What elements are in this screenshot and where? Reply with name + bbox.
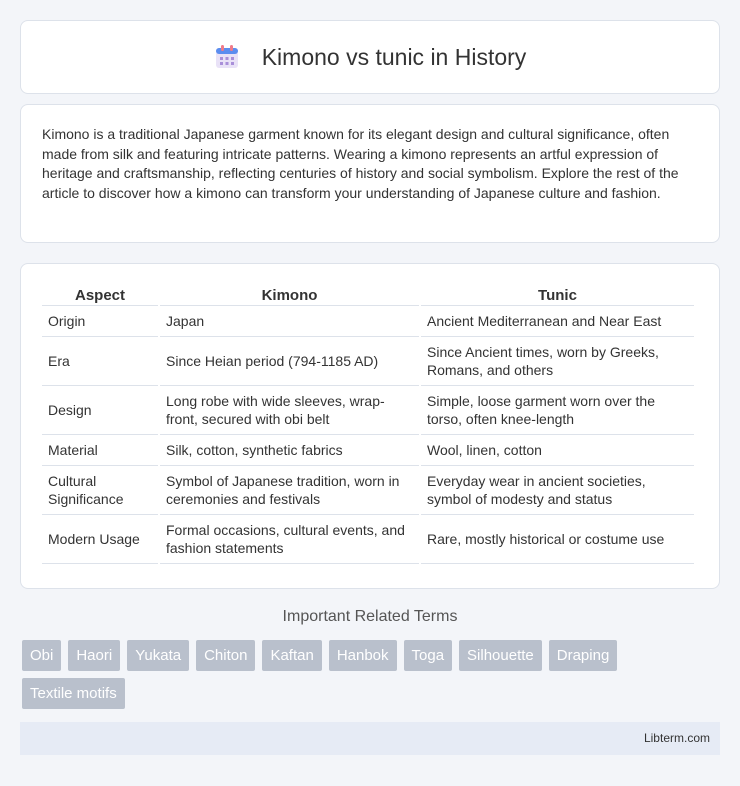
term-tag[interactable]: Obi (22, 640, 61, 671)
table-row (42, 386, 694, 435)
term-tag[interactable]: Yukata (127, 640, 189, 671)
header-aspect: Aspect (42, 284, 158, 306)
footer-site-link[interactable]: Libterm.com (643, 731, 710, 745)
table-cell: Material (42, 435, 158, 466)
table-cell: Since Heian period (794-1185 AD) (160, 337, 419, 386)
table-cell: Formal occasions, cultural events, and fashion statements (160, 515, 419, 564)
term-tag[interactable]: Kaftan (262, 640, 321, 671)
table-cell: Origin (42, 306, 158, 337)
table-row (42, 515, 694, 564)
table-cell: Era (42, 337, 158, 386)
table-cell: Cultural Significance (42, 466, 158, 515)
table-cell: Symbol of Japanese tradition, worn in ceremonies and festivals (160, 466, 419, 515)
term-tag[interactable]: Chiton (196, 640, 255, 671)
table-row (42, 466, 694, 515)
related-terms-title: Important Related Terms (282, 608, 458, 625)
header-kimono: Kimono (160, 284, 419, 306)
table-cell: Ancient Mediterranean and Near East (421, 306, 694, 337)
related-terms-list (22, 640, 722, 709)
table-cell: Rare, mostly historical or costume use (421, 515, 694, 564)
table-cell: Silk, cotton, synthetic fabrics (160, 435, 419, 466)
intro-text: Kimono is a traditional Japanese garment known for its elegant design and cultural significance, often made from silk and featuring intricate patterns. Wearing a kimono represents an artful expression of heritage and craftsmanship, reflecting centuries of history and social symbolism. Explore the rest of the article to discover how a kimono can transform your understanding of Japanese culture and fashion. (42, 126, 679, 201)
footer (20, 722, 720, 755)
comparison-table (40, 284, 696, 564)
table-cell: Simple, loose garment worn over the torso, often knee-length (421, 386, 694, 435)
comparison-card (20, 263, 720, 589)
table-cell: Design (42, 386, 158, 435)
table-cell: Long robe with wide sleeves, wrap-front, secured with obi belt (160, 386, 419, 435)
term-tag[interactable]: Hanbok (329, 640, 397, 671)
table-row (42, 435, 694, 466)
calendar-icon (214, 44, 240, 70)
table-cell: Everyday wear in ancient societies, symbol of modesty and status (421, 466, 694, 515)
term-tag[interactable]: Textile motifs (22, 678, 125, 709)
term-tag[interactable]: Haori (68, 640, 120, 671)
table-cell: Wool, linen, cotton (421, 435, 694, 466)
table-row (42, 306, 694, 337)
table-cell: Japan (160, 306, 419, 337)
term-tag[interactable]: Toga (404, 640, 453, 671)
table-cell: Since Ancient times, worn by Greeks, Romans, and others (421, 337, 694, 386)
intro-card (20, 104, 720, 243)
header-card (20, 20, 720, 94)
term-tag[interactable]: Draping (549, 640, 618, 671)
page-title: Kimono vs tunic in History (261, 43, 527, 70)
term-tag[interactable]: Silhouette (459, 640, 542, 671)
table-header-row (42, 284, 694, 306)
table-cell: Modern Usage (42, 515, 158, 564)
header-tunic: Tunic (421, 284, 694, 306)
table-row (42, 337, 694, 386)
